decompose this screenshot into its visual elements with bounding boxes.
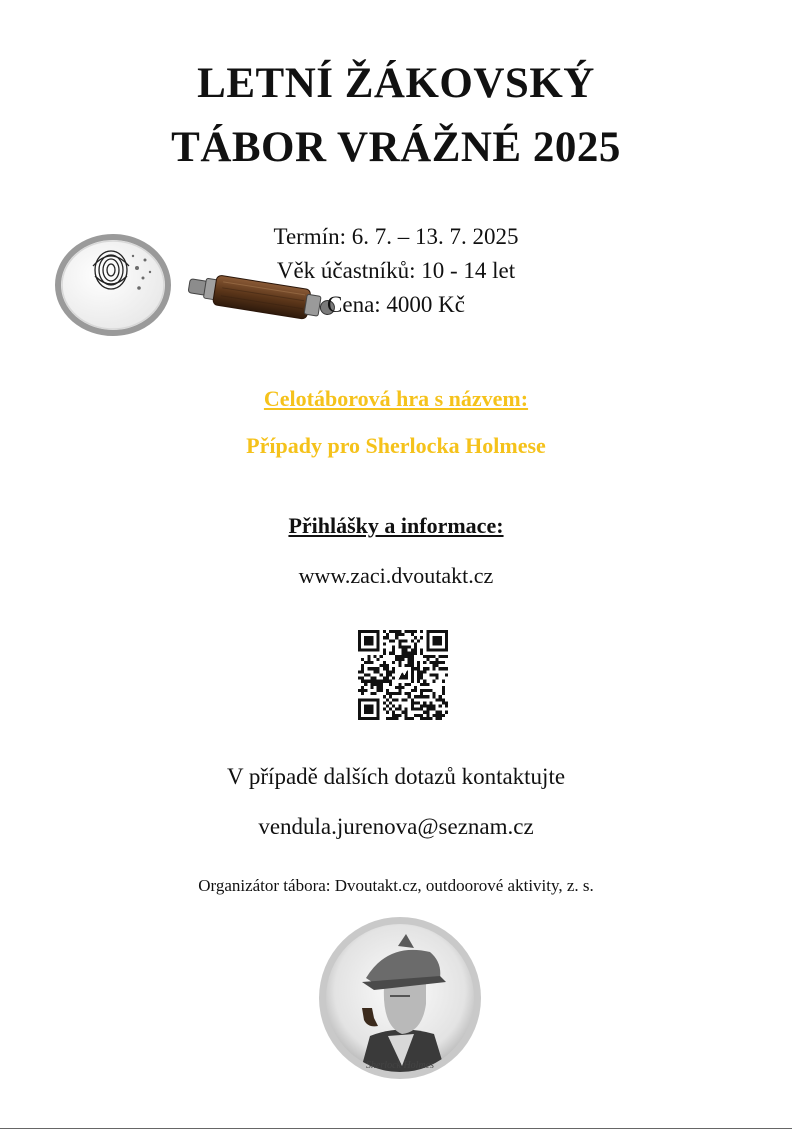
bottom-divider bbox=[0, 1128, 792, 1129]
registration-heading: Přihlášky a informace: bbox=[288, 513, 504, 538]
game-heading: Celotáborová hra s názvem: bbox=[263, 386, 529, 411]
term-text: Termín: 6. 7. – 13. 7. 2025 bbox=[273, 224, 519, 249]
page-title bbox=[0, 52, 792, 180]
contact-text: V případě dalších dotazů kontaktujte bbox=[226, 764, 566, 789]
title-line-2: TÁBOR VRÁŽNÉ 2025 bbox=[171, 124, 621, 171]
sherlock-portrait bbox=[318, 916, 482, 1080]
game-name: Případy pro Sherlocka Holmese bbox=[246, 433, 546, 458]
age-text: Věk účastníků: 10 - 14 let bbox=[276, 258, 516, 283]
event-info bbox=[0, 220, 792, 322]
contact-email[interactable]: vendula.jurenova@seznam.cz bbox=[258, 814, 534, 839]
price-text: Cena: 4000 Kč bbox=[327, 292, 465, 317]
organizer-text: Organizátor tábora: Dvoutakt.cz, outdoorové aktivity, z. s. bbox=[198, 876, 594, 895]
registration-url[interactable]: www.zaci.dvoutakt.cz bbox=[298, 563, 494, 588]
title-line-1: LETNÍ ŽÁKOVSKÝ bbox=[197, 60, 595, 107]
qr-code[interactable] bbox=[358, 630, 448, 720]
badge-caption: Sherlock Holmes bbox=[365, 1060, 435, 1071]
